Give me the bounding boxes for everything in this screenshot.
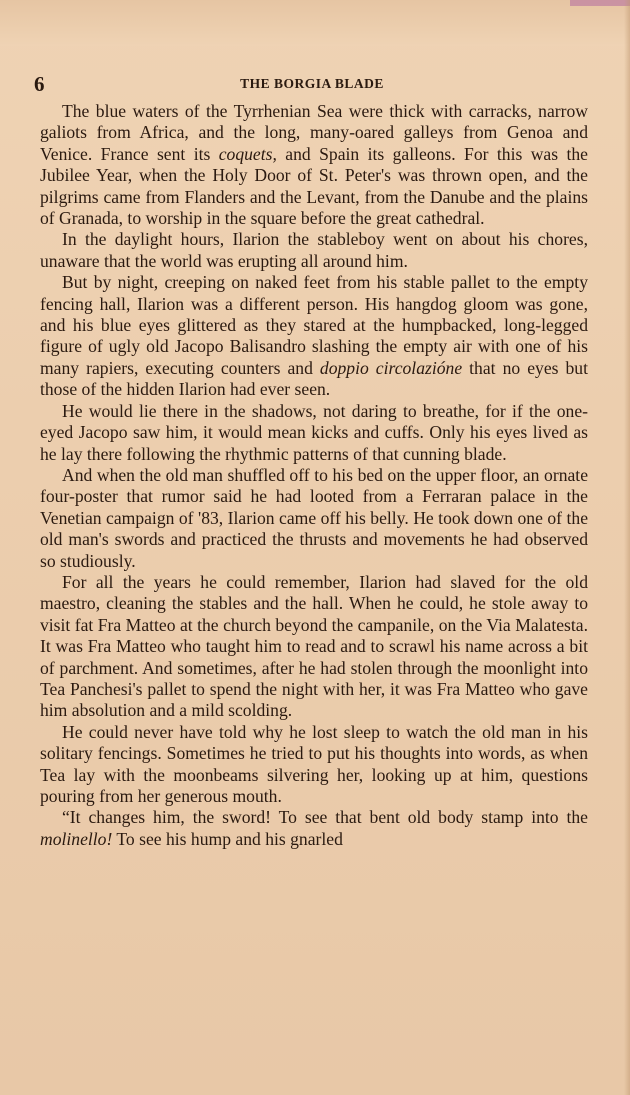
paragraph [40,401,588,465]
paragraph [40,101,588,229]
italic-text: doppio circolazióne [319,357,463,378]
italic-text: coquets, [218,143,277,164]
page-edge-shadow [624,0,630,1095]
italic-text: molinello! [40,828,113,849]
text-run: and Spain its galleons. For this was the Jubilee Year, when the Holy Door of St. Peter's was thrown open, and the pilgrims came from Flanders and the Levant, from the Danube and the plains of Granada, to worship in the square before the great cathedral. [40,143,588,229]
text-run: In the daylight hours, Ilarion the stableboy went on about his chores, unaware that the world was erupting all around him. [40,229,588,271]
body-text [40,101,588,850]
paragraph [40,272,588,400]
text-run: He could never have told why he lost sleep to watch the old man in his solitary fencings. Sometimes he tried to put his thoughts into words, as when Tea lay with the moonbeams silvering her, looking up at him, questions pouring from her generous mouth. [40,721,588,806]
text-run: For all the years he could remember, Ilarion had slaved for the old maestro, cleaning the stables and the hall. When he could, he stole away to visit fat Fra Matteo at the church beyond the campanile, on the Via Malatesta. It was Fra Matteo who taught him to read and to scrawl his name across a bit of parchment. And sometimes, after he had stolen through the moonlight into Tea Panchesi's pallet to spend the night with her, it was Fra Matteo who gave him absolution and a mild scolding. [40,571,588,721]
paragraph [40,807,588,850]
text-run: The blue waters of the Tyrrhenian Sea were thick with carracks, narrow galiots from Africa, and the long, many-oared galleys from Genoa and Venice. France sent its [40,101,588,164]
page-top-band [0,0,630,46]
paragraph [40,722,588,808]
text-run: He would lie there in the shadows, not daring to breathe, for if the one-eyed Jacopo saw him, it would mean kicks and cuffs. Only his eyes lived as he lay there following the rhythmic patterns of that cunning blade. [40,400,588,464]
text-run: And when the old man shuffled off to his bed on the upper floor, an ornate four-poster that rumor said he had looted from a Ferraran palace in the Venetian campaign of '83, Ilarion came off his belly. He took down one of the old man's swords and practiced the thrusts and movements he had observed so studiously. [40,464,588,571]
text-run: To see his hump and his gnarled [112,828,343,849]
paragraph [40,465,588,572]
text-run: that no eyes but those of the hidden Ilarion had ever seen. [40,357,588,400]
text-run: “It changes him, the sword! To see that bent old body stamp into the [62,807,588,828]
page-header [34,72,590,98]
paragraph [40,229,588,272]
corner-mark [570,0,630,6]
paragraph [40,572,588,722]
text-run: But by night, creeping on naked feet from his stable pallet to the empty fencing hall, Ilarion was a different person. His hangdog gloom was gone, and his blue eyes glittered as they stared at the humpbacked, long-legged figure of ugly old Jacopo Balisandro slashing the empty air with one of his many rapiers, executing counters and [40,272,588,378]
running-title: THE BORGIA BLADE [240,76,384,91]
page-number: 6 [34,72,45,96]
